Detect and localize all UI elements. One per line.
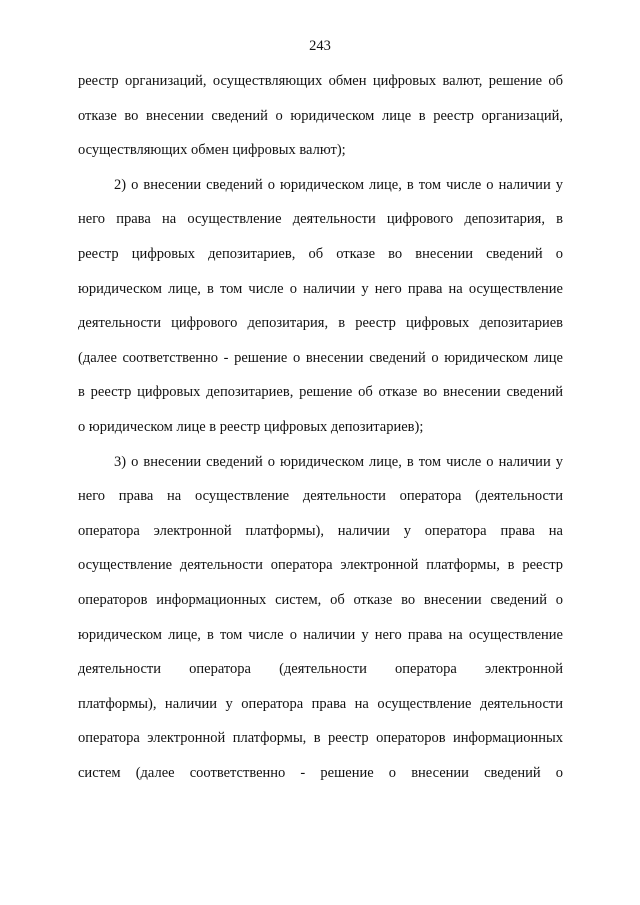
page-number: 243	[309, 38, 331, 54]
document-body	[78, 72, 563, 798]
text-line: него права на осуществление деятельности цифрового депозитария, в	[78, 211, 563, 228]
text-line: (далее соответственно - решение о внесении сведений о юридическом лице	[78, 349, 563, 366]
text-line: реестр цифровых депозитариев, об отказе во внесении сведений о	[78, 245, 563, 262]
text-line: о юридическом лице в реестр цифровых депозитариев);	[78, 418, 424, 435]
text-line: юридическом лице, в том числе о наличии у него права на осуществление	[78, 626, 563, 643]
text-line: деятельности цифрового депозитария, в реестр цифровых депозитариев	[78, 315, 563, 332]
text-line: отказе во внесении сведений о юридическом лице в реестр организаций,	[78, 107, 563, 124]
text-line: осуществление деятельности оператора электронной платформы, в реестр	[78, 557, 563, 574]
text-line: реестр организаций, осуществляющих обмен цифровых валют, решение об	[78, 73, 563, 89]
text-line: систем (далее соответственно - решение о внесении сведений о	[78, 764, 563, 781]
text-line: деятельности оператора (деятельности оператора электронной	[78, 661, 563, 678]
text-line: 3) о внесении сведений о юридическом лице, в том числе о наличии у	[114, 453, 563, 470]
text-line: платформы), наличии у оператора права на осуществление деятельности	[78, 695, 563, 712]
text-line: юридическом лице, в том числе о наличии у него права на осуществление	[78, 280, 563, 297]
text-line: операторов информационных систем, об отказе во внесении сведений о	[78, 591, 563, 608]
text-line: оператора электронной платформы, в реестр операторов информационных	[78, 730, 563, 747]
text-line: 2) о внесении сведений о юридическом лице, в том числе о наличии у	[114, 176, 563, 193]
text-line: оператора электронной платформы), наличии у оператора права на	[78, 522, 563, 539]
text-line: него права на осуществление деятельности оператора (деятельности	[78, 488, 563, 505]
text-line: осуществляющих обмен цифровых валют);	[78, 142, 346, 159]
text-line: в реестр цифровых депозитариев, решение об отказе во внесении сведений	[78, 384, 563, 401]
